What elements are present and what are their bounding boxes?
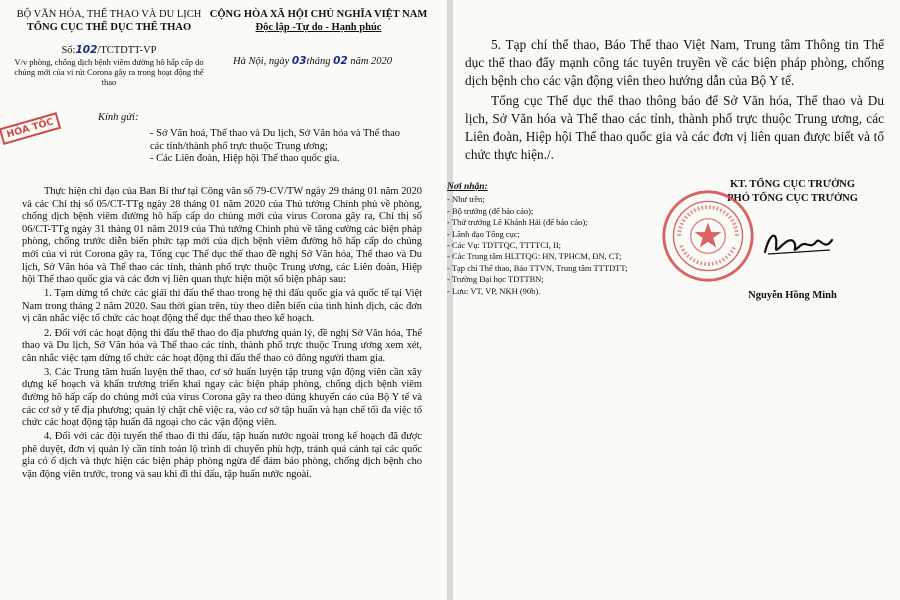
nation-name: CỘNG HÒA XÃ HỘI CHỦ NGHĨA VIỆT NAM [209, 9, 428, 20]
noi-nhan-item: - Thứ trưởng Lê Khánh Hải (để báo cáo); [447, 217, 588, 228]
date-month: 02 [333, 55, 348, 67]
kinh-gui-label: Kính gửi: [98, 112, 139, 123]
ref-number-handwritten: 102 [75, 44, 98, 56]
ref-suffix: /TCTDTT-VP [97, 45, 157, 56]
noi-nhan-item: - Bộ trưởng (để báo cáo); [447, 205, 534, 216]
national-motto: Độc lập -Tự do - Hạnh phúc [255, 22, 382, 33]
paragraph-closing: Tổng cục Thể dục thể thao thông báo để Sở Văn hóa, Thể thao và Du lịch, Sở Văn hóa và Thể thao các tỉnh, thành phố trực thuộc Trung ương, các Liên đoàn, Hiệp hội Thể thao quốc gia và các đơn vị liên quan được biết và tổ chức thực hiện./. [465, 93, 884, 162]
noi-nhan-item: - Lãnh đạo Tổng cục; [447, 228, 521, 239]
department-name: TỔNG CỤC THỂ DỤC THỂ THAO [26, 22, 192, 33]
document-header [14, 8, 433, 87]
date-mid: tháng [306, 56, 334, 67]
recipients-list [150, 128, 415, 166]
signature-title-1: KT. TỔNG CỤC TRƯỞNG [729, 179, 856, 190]
noi-nhan-item: - Tạp chí Thể thao, Báo TTVN, Trung tâm TTTDTT; [447, 262, 628, 273]
date-year: năm 2020 [347, 56, 393, 67]
document-body [22, 186, 422, 483]
document-subject: V/v phòng, chống dịch bệnh viêm đường hô hấp cấp do chủng mới của vi rút Corona gây ra trong hoạt động thể thao [14, 57, 204, 87]
noi-nhan-item: - Lưu: VT, VP, NKH (90b). [447, 285, 541, 296]
signer-name: Nguyễn Hồng Minh [748, 290, 837, 301]
signature-title-2: PHÓ TỔNG CỤC TRƯỞNG [727, 193, 858, 204]
recipient-item: - Các Liên đoàn, Hiệp hội Thể thao quốc gia. [150, 153, 340, 164]
issue-date [233, 55, 392, 67]
official-seal-icon [660, 188, 756, 284]
issuer-block [14, 8, 204, 87]
noi-nhan-item: - Trường Đại học TDTTBN; [447, 274, 544, 285]
noi-nhan-title: Nơi nhận: [447, 182, 488, 192]
ministry-name: BỘ VĂN HÓA, THỂ THAO VÀ DU LỊCH [16, 9, 202, 20]
handwritten-signature [760, 224, 840, 264]
reference-number [14, 44, 204, 57]
paragraph-4: 4. Đối với các đội tuyển thể thao đi thi đấu, tập huấn nước ngoài trong kế hoạch đã được phê duyệt, đơn vị quản lý cần tính toán lộ trình di chuyển phù hợp, tránh quá cảnh tại các quốc gia có ổ dịch và thực hiện các biện pháp phòng ngừa để đảm bảo phòng, chống dịch bệnh cho vận động viên trước, trong và sau khi đi thi đấu, tập huấn nước ngoài. [22, 431, 422, 481]
date-day: 03 [291, 55, 307, 67]
document-page-left [0, 0, 447, 600]
paragraph-1: 1. Tạm dừng tổ chức các giải thi đấu thể thao trong hệ thi đấu quốc gia và quốc tế tại Việt Nam trong tháng 2 năm 2020. Sau thời gian trên, tùy theo diễn biến của tình hình dịch, các đơn vị cân nhắc việc tổ chức các hoạt động thể dục thể thao theo kế hoạch. [22, 288, 422, 325]
noi-nhan-item: - Như trên; [447, 194, 485, 205]
noi-nhan-item: - Các Vụ: TDTTQC, TTTTCI, II; [447, 240, 562, 251]
paragraph-5: 5. Tạp chí thể thao, Báo Thể thao Việt Nam, Trung tâm Thông tin Thể dục thể thao đẩy mạnh công tác tuyên truyền về các biện pháp phòng, chống dịch bệnh cho các vận động viên theo hướng dẫn của Bộ Y tế. [465, 37, 884, 88]
paragraph-2: 2. Đối với các hoạt động thi đấu thể thao do địa phương quản lý, đề nghị Sở Văn hóa, Thể thao và Du lịch, Sở Văn hóa và Thể thao các tỉnh, thành phố trực thuộc Trung ương xem xét, cân nhắc việc tạm dừng tổ chức các hoạt động thi đấu thể thao có đông người tham gia. [22, 327, 422, 364]
noi-nhan-item: - Các Trung tâm HLTTQG: HN, TPHCM, ĐN, CT; [447, 251, 622, 262]
recipient-item: - Sở Văn hoá, Thể thao và Du lịch, Sở Văn hóa và Thể thao các tỉnh/thành phố trực thuộc Trung ương; [150, 128, 401, 152]
date-place: Hà Nội, ngày [233, 56, 292, 67]
paragraph-3: 3. Các Trung tâm huấn luyện thể thao, cơ sở huấn luyện tập trung vận động viên cần xây dựng kế hoạch và khẩn trương triển khai ngay các biện pháp phòng, chống dịch bệnh viêm đường hô hấp cấp do chủng mới của virus Corona gây ra theo đúng khuyến cáo của Bộ Y tế và các cơ sở y tế địa phương; quản lý chặt chẽ việc ra, vào cơ sở tập huấn và hạn chế tối đa việc tổ chức các hoạt động tập huấn đã ngoại cho các vận động viên. [22, 366, 422, 429]
national-header [204, 8, 433, 87]
paragraph-intro: Thực hiện chỉ đạo của Ban Bí thư tại Công văn số 79-CV/TW ngày 29 tháng 01 năm 2020 và các Chỉ thị số 05/CT-TTg ngày 28 tháng 01 năm 2020 của Thủ tướng Chính phủ về phòng, chống dịch bệnh viêm đường hô hấp cấp do chủng mới của virus Corona gây ra, Chỉ thị số 06/CT-TTg ngày 31 tháng 01 năm 2019 của Thủ tướng Chính phủ về tăng cường các biện pháp phòng, chống trước diễn biến phức tạp mới của dịch bệnh viêm đường hô hấp cấp do chủng mới của vi rút Corona gây ra, Tổng cục Thể dục thể thao đề nghị Sở Văn hóa, Thể thao và Du lịch, Sở Văn hóa và Thể thao các tỉnh, thành phố trực thuộc Trung ương, các Liên đoàn, Hiệp hội Thể thao quốc gia và các đơn vị liên quan thực hiện một số biện pháp sau: [22, 186, 422, 286]
urgent-stamp: HỎA TỐC [0, 112, 61, 145]
ref-prefix: Số: [61, 45, 76, 56]
noi-nhan-block [447, 182, 687, 297]
